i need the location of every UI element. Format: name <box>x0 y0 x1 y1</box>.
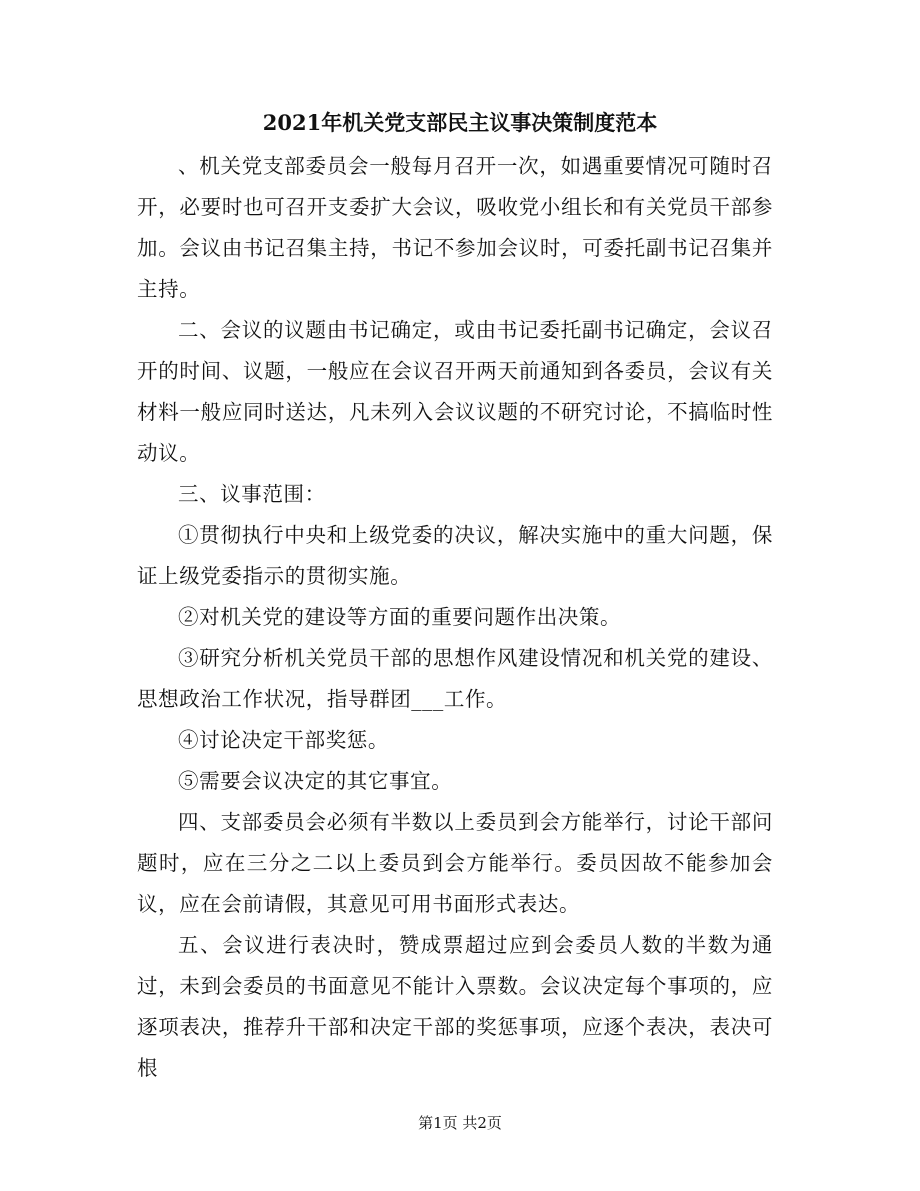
paragraph-2: 二、会议的议题由书记确定，或由书记委托副书记确定，会议召开的时间、议题，一般应在会议召开两天前通知到各委员，会议有关材料一般应同时送达，凡未列入会议议题的不研究讨论，不搞临时性动议。 <box>137 318 773 465</box>
paragraph-3: 三、议事范围： <box>178 482 326 506</box>
page-number: 第1页 共2页 <box>418 1114 502 1132</box>
document-body <box>137 146 773 1089</box>
list-item-4: ④讨论决定干部奖惩。 <box>178 728 389 752</box>
list-item-1: ①贯彻执行中央和上级党委的决议，解决实施中的重大问题，保证上级党委指示的贯彻实施。 <box>137 523 773 588</box>
list-item-3: ③研究分析机关党员干部的思想作风建设情况和机关党的建设、思想政治工作状况，指导群团___工作。 <box>137 646 773 711</box>
paragraph-4: 四、支部委员会必须有半数以上委员到会方能举行，讨论干部问题时，应在三分之二以上委员到会方能举行。委员因故不能参加会议，应在会前请假，其意见可用书面形式表达。 <box>137 810 773 916</box>
document-title: 2021年机关党支部民主议事决策制度范本 <box>262 110 658 135</box>
list-item-5: ⑤需要会议决定的其它事宜。 <box>178 769 453 793</box>
paragraph-1: 、机关党支部委员会一般每月召开一次，如遇重要情况可随时召开，必要时也可召开支委扩大会议，吸收党小组长和有关党员干部参加。会议由书记召集主持，书记不参加会议时，可委托副书记召集并主持。 <box>137 154 773 301</box>
list-item-2: ②对机关党的建设等方面的重要问题作出决策。 <box>178 605 622 629</box>
paragraph-5: 五、会议进行表决时，赞成票超过应到会委员人数的半数为通过，未到会委员的书面意见不能计入票数。会议决定每个事项的，应逐项表决，推荐升干部和决定干部的奖惩事项，应逐个表决，表决可根 <box>137 933 773 1080</box>
